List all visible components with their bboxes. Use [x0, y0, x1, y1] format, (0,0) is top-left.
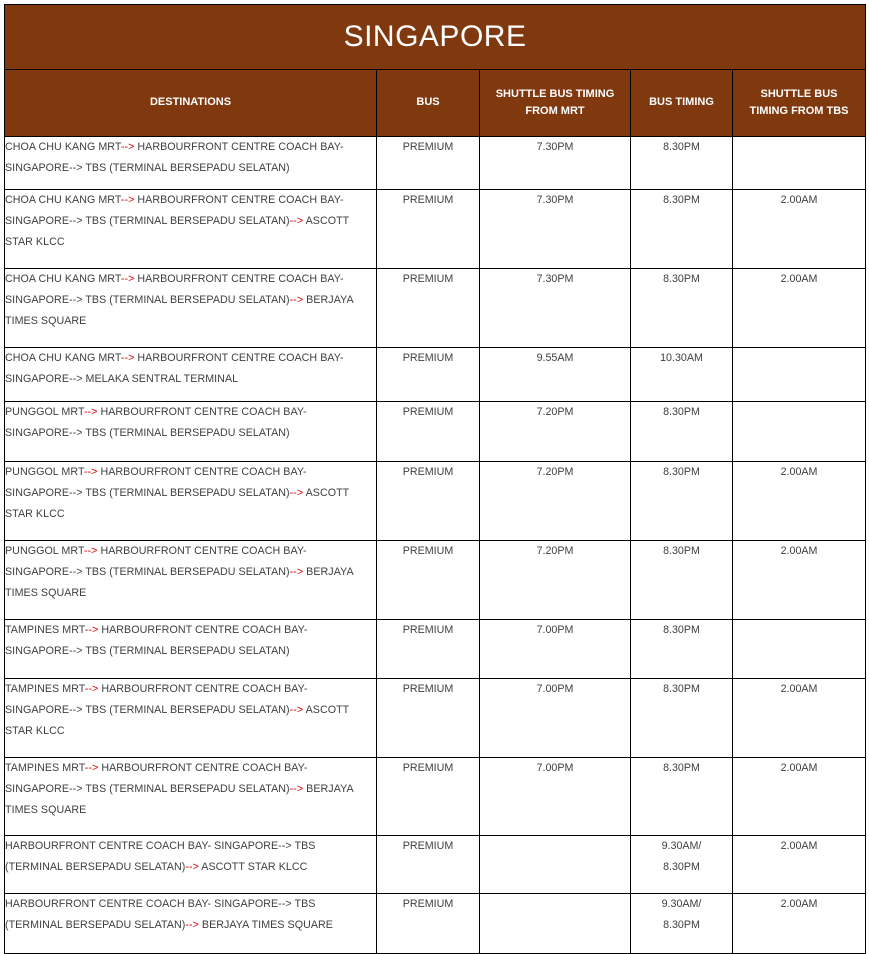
destination-segment: CHOA CHU KANG MRT: [5, 141, 121, 153]
cell-shuttle-from-mrt: [480, 269, 631, 348]
cell-shuttle-from-mrt: [480, 137, 631, 190]
destination-segment: TAMPINES MRT: [5, 624, 85, 636]
cell-bus-timing-value: 9.30AM/: [661, 898, 702, 910]
cell-destination: [5, 679, 377, 758]
cell-destination: [5, 190, 377, 269]
cell-shuttle-from-mrt: [480, 462, 631, 541]
cell-bus-value: PREMIUM: [402, 273, 454, 285]
cell-bus: [377, 402, 480, 462]
cell-bus-value: PREMIUM: [402, 624, 454, 636]
cell-shuttle-from-tbs: [733, 758, 866, 836]
cell-shuttle-from-mrt-value: 7.20PM: [536, 545, 574, 557]
cell-shuttle-from-tbs-value: 2.00AM: [780, 683, 818, 695]
destination-segment: CHOA CHU KANG MRT: [5, 273, 121, 285]
cell-bus-timing: [631, 620, 733, 679]
route-arrow-icon: -->: [120, 141, 135, 153]
cell-bus-value: PREMIUM: [402, 406, 454, 418]
table-row: [5, 758, 866, 836]
singapore-bus-schedule-table: [4, 4, 866, 954]
cell-bus-timing: [631, 190, 733, 269]
table-row: [5, 679, 866, 758]
column-header-row: [5, 70, 866, 137]
destination-segment: HARBOURFRONT CENTRE COACH BAY- SINGAPORE--> TBS (TERMINAL BERSEPADU SELATAN): [5, 406, 307, 439]
cell-bus: [377, 894, 480, 954]
table-row: [5, 348, 866, 402]
cell-shuttle-from-tbs: [733, 679, 866, 758]
cell-shuttle-from-mrt: [480, 758, 631, 836]
route-arrow-icon: -->: [83, 466, 98, 478]
route-arrow-icon: -->: [84, 624, 99, 636]
destination-segment: BERJAYA TIMES SQUARE: [5, 293, 354, 327]
cell-shuttle-from-mrt: [480, 836, 631, 894]
route-arrow-icon: -->: [185, 918, 199, 931]
destination-segment: HARBOURFRONT CENTRE COACH BAY- SINGAPORE--> TBS (TERMINAL BERSEPADU SELATAN): [5, 898, 316, 931]
destination-segment: TAMPINES MRT: [5, 683, 85, 695]
cell-bus-timing: [631, 137, 733, 190]
cell-bus-timing: [631, 679, 733, 758]
cell-bus: [377, 541, 480, 620]
cell-bus: [377, 836, 480, 894]
destination-segment: ASCOTT STAR KLCC: [5, 486, 350, 520]
cell-destination: [5, 402, 377, 462]
cell-bus: [377, 462, 480, 541]
route-arrow-icon: -->: [289, 214, 304, 227]
route-arrow-icon: -->: [289, 703, 304, 716]
title-banner-row: [5, 5, 866, 70]
route-arrow-icon: -->: [289, 565, 304, 578]
cell-bus-timing: [631, 462, 733, 541]
cell-shuttle-from-mrt: [480, 402, 631, 462]
column-header-shuttle-from-tbs-line2: TIMING FROM TBS: [749, 105, 849, 117]
cell-bus-value: PREMIUM: [402, 898, 454, 910]
column-header-shuttle-from-tbs: [733, 70, 866, 137]
table-row: [5, 620, 866, 679]
cell-shuttle-from-tbs: [733, 541, 866, 620]
column-header-destinations-label: DESTINATIONS: [149, 96, 232, 109]
destination-segment: HARBOURFRONT CENTRE COACH BAY- SINGAPORE--> MELAKA SENTRAL TERMINAL: [5, 352, 344, 385]
cell-shuttle-from-tbs: [733, 836, 866, 894]
column-header-shuttle-from-mrt-line2: FROM MRT: [525, 105, 585, 117]
cell-shuttle-from-mrt-value: 7.30PM: [536, 141, 574, 153]
cell-destination: [5, 620, 377, 679]
cell-shuttle-from-mrt: [480, 894, 631, 954]
cell-bus-value: PREMIUM: [402, 683, 454, 695]
cell-bus-timing: [631, 894, 733, 954]
cell-bus-timing: [631, 541, 733, 620]
destination-segment: HARBOURFRONT CENTRE COACH BAY- SINGAPORE--> TBS (TERMINAL BERSEPADU SELATAN): [5, 545, 307, 578]
cell-shuttle-from-mrt-value: 7.00PM: [536, 624, 574, 636]
table-row: [5, 462, 866, 541]
cell-shuttle-from-mrt: [480, 348, 631, 402]
cell-bus-timing-value: 8.30PM: [663, 683, 700, 695]
cell-bus-timing-value: 8.30PM: [663, 624, 700, 636]
cell-destination: [5, 836, 377, 894]
page-title: SINGAPORE: [343, 20, 527, 53]
cell-shuttle-from-mrt-value: 7.00PM: [536, 762, 574, 774]
cell-shuttle-from-tbs-value: 2.00AM: [780, 898, 818, 910]
destination-segment: HARBOURFRONT CENTRE COACH BAY- SINGAPORE--> TBS (TERMINAL BERSEPADU SELATAN): [5, 194, 344, 227]
cell-shuttle-from-tbs-value: 2.00AM: [780, 762, 818, 774]
cell-bus-timing: [631, 348, 733, 402]
destination-segment: TAMPINES MRT: [5, 762, 85, 774]
cell-bus-timing-value: 8.30PM: [663, 194, 700, 206]
destination-segment: HARBOURFRONT CENTRE COACH BAY- SINGAPORE--> TBS (TERMINAL BERSEPADU SELATAN): [5, 762, 308, 795]
cell-destination: [5, 462, 377, 541]
route-arrow-icon: -->: [84, 762, 99, 774]
table-row: [5, 894, 866, 954]
destination-segment: PUNGGOL MRT: [5, 545, 84, 557]
cell-bus-timing: [631, 402, 733, 462]
cell-destination: [5, 137, 377, 190]
cell-bus-timing-value: 8.30PM: [663, 273, 700, 285]
cell-bus: [377, 190, 480, 269]
cell-shuttle-from-tbs: [733, 190, 866, 269]
table-row: [5, 402, 866, 462]
cell-bus-value: PREMIUM: [402, 141, 454, 153]
cell-shuttle-from-mrt-value: 7.30PM: [536, 273, 574, 285]
cell-bus-timing-value: 9.30AM/: [661, 840, 702, 852]
cell-destination: [5, 348, 377, 402]
cell-bus-value: PREMIUM: [402, 762, 454, 774]
table-row: [5, 190, 866, 269]
cell-destination: [5, 269, 377, 348]
cell-bus: [377, 679, 480, 758]
table-row: [5, 137, 866, 190]
destination-segment: HARBOURFRONT CENTRE COACH BAY- SINGAPORE--> TBS (TERMINAL BERSEPADU SELATAN): [5, 141, 344, 174]
cell-shuttle-from-mrt-value: 7.00PM: [536, 683, 574, 695]
cell-bus-value: PREMIUM: [402, 352, 454, 364]
cell-shuttle-from-tbs: [733, 269, 866, 348]
destination-segment: HARBOURFRONT CENTRE COACH BAY- SINGAPORE--> TBS (TERMINAL BERSEPADU SELATAN): [5, 273, 344, 306]
cell-shuttle-from-mrt-value: 7.30PM: [536, 194, 574, 206]
table-row: [5, 541, 866, 620]
route-arrow-icon: -->: [120, 194, 135, 206]
cell-shuttle-from-tbs: [733, 348, 866, 402]
cell-shuttle-from-tbs-value: 2.00AM: [780, 840, 818, 852]
cell-destination: [5, 758, 377, 836]
cell-shuttle-from-mrt-value: 9.55AM: [536, 352, 574, 364]
table-row: [5, 269, 866, 348]
cell-shuttle-from-mrt: [480, 679, 631, 758]
cell-bus-timing-value: 8.30PM: [663, 762, 700, 774]
column-header-bus-timing: [631, 70, 733, 137]
cell-shuttle-from-tbs: [733, 894, 866, 954]
cell-bus-timing: [631, 836, 733, 894]
destination-segment: CHOA CHU KANG MRT: [5, 352, 121, 364]
cell-bus-timing: [631, 758, 733, 836]
title-banner-cell: [5, 5, 866, 70]
cell-bus-timing: [631, 269, 733, 348]
column-header-destinations: [5, 70, 377, 137]
route-arrow-icon: -->: [289, 782, 304, 795]
cell-shuttle-from-tbs: [733, 137, 866, 190]
cell-bus: [377, 137, 480, 190]
destination-segment: HARBOURFRONT CENTRE COACH BAY- SINGAPORE--> TBS (TERMINAL BERSEPADU SELATAN): [5, 683, 308, 716]
column-header-bus: [377, 70, 480, 137]
destination-segment: BERJAYA TIMES SQUARE: [5, 782, 354, 816]
destination-segment: ASCOTT STAR KLCC: [198, 860, 308, 873]
cell-shuttle-from-mrt: [480, 620, 631, 679]
column-header-shuttle-from-mrt: [480, 70, 631, 137]
cell-bus-timing-value: 8.30PM: [663, 406, 700, 418]
schedule-rows: [5, 137, 866, 954]
cell-bus-timing-value-line2: 8.30PM: [663, 918, 700, 931]
route-arrow-icon: -->: [120, 352, 135, 364]
route-arrow-icon: -->: [120, 273, 135, 285]
cell-shuttle-from-tbs-value: 2.00AM: [780, 194, 818, 206]
cell-bus-timing-value: 8.30PM: [663, 545, 700, 557]
cell-destination: [5, 541, 377, 620]
route-arrow-icon: -->: [83, 406, 98, 418]
route-arrow-icon: -->: [289, 293, 304, 306]
column-header-bus-timing-label: BUS TIMING: [649, 96, 714, 109]
cell-bus-timing-value: 8.30PM: [663, 141, 700, 153]
destination-segment: ASCOTT STAR KLCC: [5, 214, 350, 248]
cell-bus-timing-value: 10.30AM: [660, 352, 703, 364]
cell-bus: [377, 758, 480, 836]
column-header-shuttle-from-tbs-line1: SHUTTLE BUS: [760, 87, 838, 100]
column-header-bus-label: BUS: [416, 96, 440, 109]
cell-shuttle-from-tbs-value: 2.00AM: [780, 466, 818, 478]
cell-shuttle-from-tbs: [733, 402, 866, 462]
cell-bus-timing-value: 8.30PM: [663, 466, 700, 478]
route-arrow-icon: -->: [289, 486, 304, 499]
destination-segment: HARBOURFRONT CENTRE COACH BAY- SINGAPORE--> TBS (TERMINAL BERSEPADU SELATAN): [5, 624, 308, 657]
destination-segment: HARBOURFRONT CENTRE COACH BAY- SINGAPORE--> TBS (TERMINAL BERSEPADU SELATAN): [5, 466, 307, 499]
cell-shuttle-from-tbs: [733, 620, 866, 679]
cell-destination: [5, 894, 377, 954]
route-arrow-icon: -->: [185, 860, 199, 873]
destination-segment: PUNGGOL MRT: [5, 466, 84, 478]
column-header-shuttle-from-mrt-line1: SHUTTLE BUS TIMING: [495, 87, 615, 100]
cell-bus: [377, 620, 480, 679]
cell-bus-timing-value-line2: 8.30PM: [663, 860, 700, 873]
cell-shuttle-from-tbs-value: 2.00AM: [780, 545, 818, 557]
cell-bus-value: PREMIUM: [402, 194, 454, 206]
destination-segment: BERJAYA TIMES SQUARE: [5, 565, 354, 599]
cell-shuttle-from-tbs-value: 2.00AM: [780, 273, 818, 285]
cell-shuttle-from-mrt: [480, 190, 631, 269]
table-row: [5, 836, 866, 894]
cell-bus: [377, 269, 480, 348]
cell-shuttle-from-mrt-value: 7.20PM: [536, 406, 574, 418]
route-arrow-icon: -->: [83, 545, 98, 557]
cell-shuttle-from-mrt-value: 7.20PM: [536, 466, 574, 478]
cell-bus-value: PREMIUM: [402, 840, 454, 852]
destination-segment: CHOA CHU KANG MRT: [5, 194, 121, 206]
destination-segment: BERJAYA TIMES SQUARE: [198, 918, 333, 931]
cell-bus-value: PREMIUM: [402, 545, 454, 557]
cell-shuttle-from-mrt: [480, 541, 631, 620]
destination-segment: HARBOURFRONT CENTRE COACH BAY- SINGAPORE--> TBS (TERMINAL BERSEPADU SELATAN): [5, 840, 316, 873]
cell-shuttle-from-tbs: [733, 462, 866, 541]
cell-bus-value: PREMIUM: [402, 466, 454, 478]
destination-segment: PUNGGOL MRT: [5, 406, 84, 418]
cell-bus: [377, 348, 480, 402]
destination-segment: ASCOTT STAR KLCC: [5, 703, 350, 737]
route-arrow-icon: -->: [84, 683, 99, 695]
